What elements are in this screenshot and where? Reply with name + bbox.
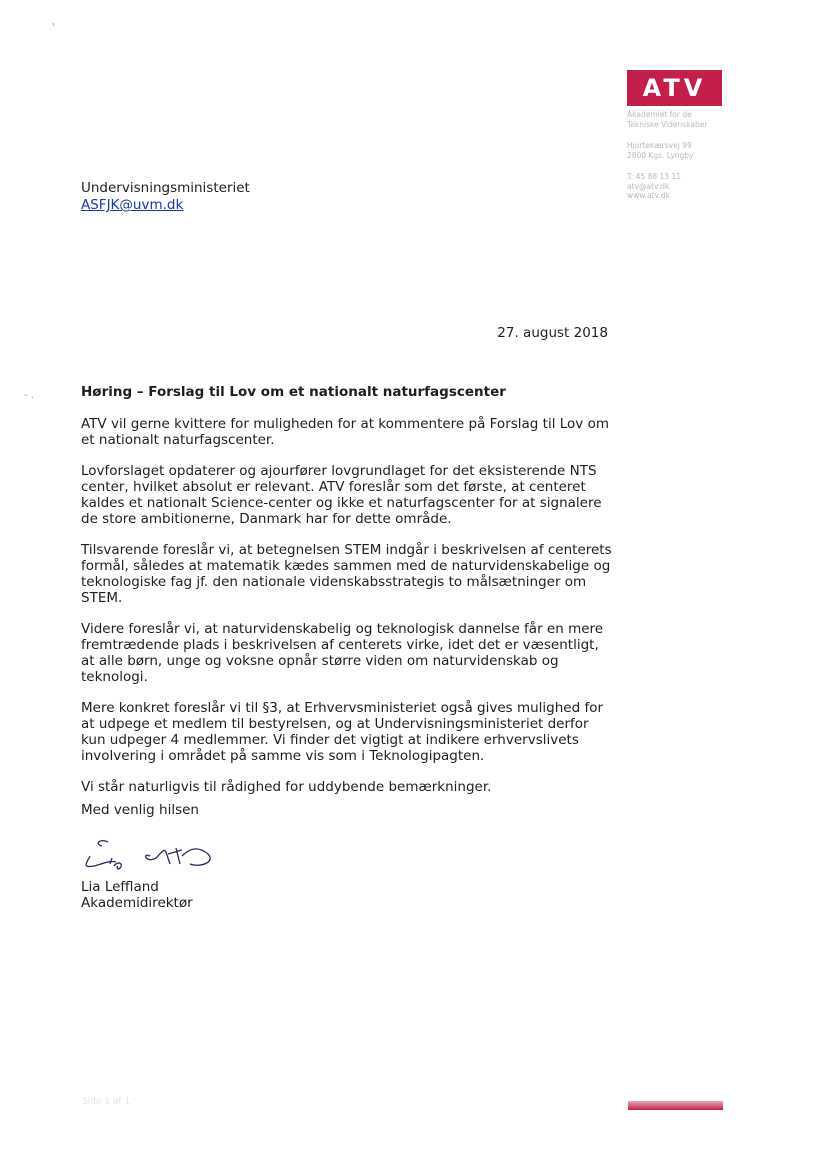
footer-brand-bar: [628, 1101, 723, 1110]
signer-block: [81, 879, 193, 911]
body-paragraph: Tilsvarende foreslår vi, at betegnelsen STEM indgår i beskrivelsen af centerets formål, således at matematik kædes sammen med de naturvidenskabelige og teknologiske fag jf. den nationale videnskabsstrategis to målsætninger om STEM.: [81, 542, 612, 606]
signer-name: Lia Leffland: [81, 879, 159, 895]
letterhead-address: 2800 Kgs. Lyngby: [627, 150, 694, 160]
body-paragraph: Lovforslaget opdaterer og ajourfører lovgrundlaget for det eksisterende NTS center, hvilket absolut er relevant. ATV foreslår som det første, at centeret kaldes et nationalt Science-center og ikke et naturfagscenter for at signalere de store ambitionerne, Danmark har for dette område.: [81, 463, 602, 527]
recipient-email-link[interactable]: ASFJK@uvm.dk: [81, 197, 184, 213]
letter-title: Høring – Forslag til Lov om et nationalt naturfagscenter: [81, 384, 506, 400]
letterhead-contact: [627, 110, 747, 201]
letter-body: [81, 416, 613, 810]
letter-date: 27. august 2018: [497, 325, 608, 341]
body-paragraph: Vi står naturligvis til rådighed for uddybende bemærkninger.: [81, 779, 492, 795]
body-paragraph: Mere konkret foreslår vi til §3, at Erhvervsministeriet også gives mulighed for at udpege et medlem til bestyrelsen, og at Undervisningsministeriet derfor kun udpeger 4 medlemmer. Vi finder det vigtigt at indikere erhvervslivets involvering i området på samme vis som i Teknologipagten.: [81, 700, 604, 764]
body-paragraph: ATV vil gerne kvittere for muligheden for at kommentere på Forslag til Lov om et nationalt naturfagscenter.: [81, 416, 609, 448]
atv-logo: ATV: [627, 70, 722, 106]
letterhead-address: Hjortekærsvej 99: [627, 141, 692, 150]
letterhead-line: Akademiet for de: [627, 110, 692, 119]
closing-salutation: Med venlig hilsen: [81, 802, 199, 818]
letterhead-phone: T: 45 88 13 11: [627, 172, 681, 181]
page-number: Side 1 af 1: [82, 1097, 131, 1107]
letterhead-line: Tekniske Videnskaber: [627, 119, 708, 129]
scan-mark: - .: [24, 390, 34, 401]
letterhead-email[interactable]: atv@atv.dk: [627, 181, 670, 191]
scan-mark: ': [52, 22, 55, 33]
letterhead-website[interactable]: www.atv.dk: [627, 191, 670, 200]
signer-role: Akademidirektør: [81, 895, 193, 911]
recipient-block: [81, 180, 250, 214]
recipient-name: Undervisningsministeriet: [81, 180, 250, 196]
handwritten-signature: [80, 834, 230, 874]
body-paragraph: Videre foreslår vi, at naturvidenskabelig og teknologisk dannelse får en mere fremtrædende plads i beskrivelsen af centerets virke, idet det er væsentligt, at alle børn, unge og voksne opnår større viden om naturvidenskab og teknologi.: [81, 621, 604, 685]
